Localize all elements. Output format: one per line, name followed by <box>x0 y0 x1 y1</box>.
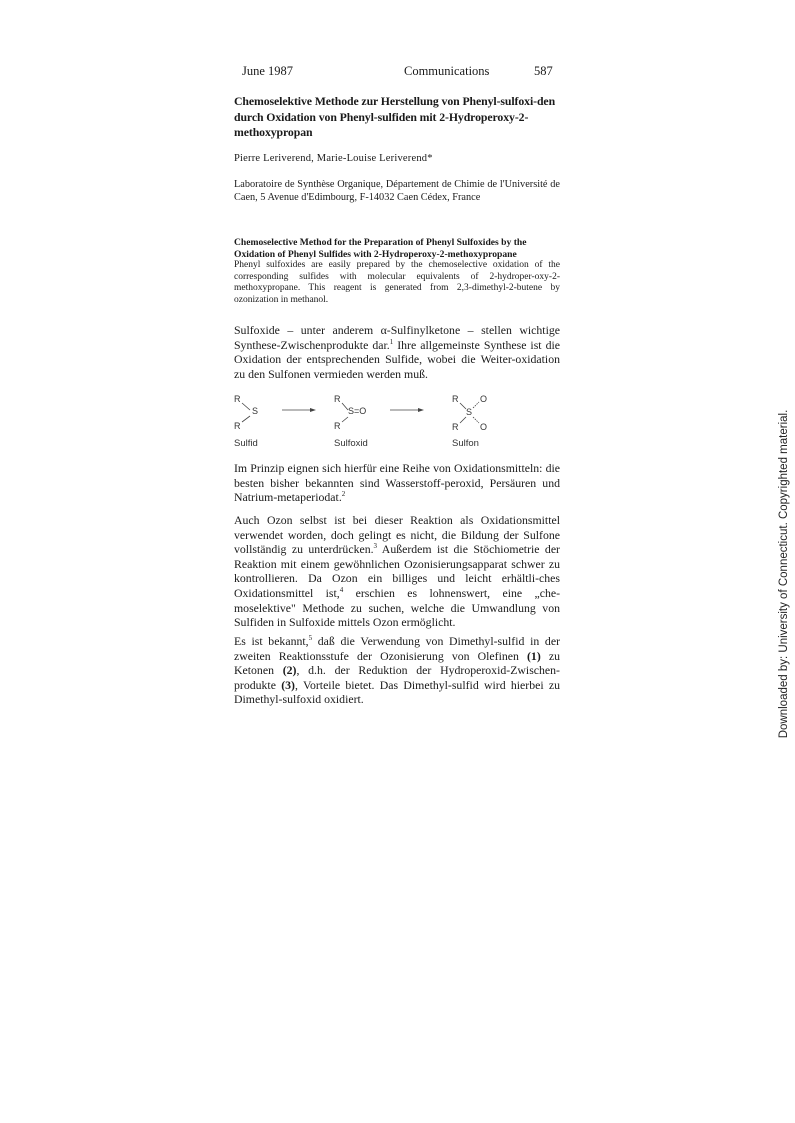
sulfon-r-bottom: R <box>452 422 459 432</box>
sulfoxid-r-top: R <box>334 394 341 404</box>
sulfon-s: S <box>466 407 473 417</box>
paragraph-dms-e: , Vorteile bietet. Das Dimethyl-sulfid wird hierbei zu Dimethyl-sulfoxid oxidiert. <box>234 677 560 707</box>
reference-3: 3 <box>373 542 378 551</box>
paragraph-ozone-c: erschien es lohnenswert, eine „che-moselektive" Methode zu suchen, welche die Umwandlung von Sulfiden in Sulfoxide mittels Ozon ermöglicht. <box>234 585 561 630</box>
compound-1: (1) <box>527 648 541 663</box>
oxidation-scheme <box>230 392 530 452</box>
running-header <box>234 64 566 80</box>
paragraph-dms-a: Es ist bekannt, <box>234 634 309 648</box>
label-sulfid: Sulfid <box>234 438 258 449</box>
paragraph-ozone-a: Auch Ozon selbst ist bei dieser Reaktion als Oxidationsmittel verwendet worden, doch gelingt es nicht, die Bildung der Sulfone vollständig zu unterdrücken. <box>234 513 560 557</box>
compound-3: (3) <box>281 677 295 692</box>
abstract: Phenyl sulfoxides are easily prepared by the chemoselective oxidation of the corresponding sulfides with molecular equivalents of 2-hydroper-oxy-2-methoxypropane. This reagent is generated from 2,3-dimethyl-2-butene by ozonization in methanol. <box>234 260 560 306</box>
paragraph-intro-text: Sulfoxide – unter anderem α-Sulfinylketone – stellen wichtige Synthese-Zwischenprodukte dar. <box>234 323 560 352</box>
sulfoxid-so: S=O <box>348 406 367 416</box>
paragraph-ozone <box>234 513 560 630</box>
paragraph-oxidants <box>234 461 560 505</box>
label-sulfon: Sulfon <box>452 438 479 449</box>
paragraph-intro-rest: Ihre allgemeinste Synthese ist die Oxidation der entsprechenden Sulfide, wobei die Weiter-oxidation zu den Sulfonen vermieden werden muß. <box>234 337 560 381</box>
article-title: Chemoselektive Methode zur Herstellung von Phenyl-sulfoxi-den durch Oxidation von Phenyl-sulfiden mit 2-Hydroperoxy-2-methoxypropan <box>234 94 556 139</box>
journal-section: Communications <box>404 64 490 78</box>
reference-1: 1 <box>389 337 394 346</box>
reference-2: 2 <box>341 490 346 499</box>
issue-date: June 1987 <box>242 64 294 78</box>
compound-2: (2) <box>282 663 297 678</box>
paragraph-ozone-b: Außerdem ist die Stöchiometrie der Reaktion mit einem gewöhnlichen Ozonisierungsapparat schwer zu kontrollieren. Da Ozon ein billiges und leicht erhältli-ches Oxidationsmittel ist, <box>234 542 560 600</box>
page-number: 587 <box>534 64 553 78</box>
reference-4: 4 <box>339 586 344 595</box>
reference-5: 5 <box>308 634 313 643</box>
sulfid-r-top: R <box>234 394 241 404</box>
paragraph-dms-b: daß die Verwendung von Dimethyl-sulfid in der zweiten Reaktionsstufe der Ozonisierung von Olefinen <box>234 634 560 663</box>
sulfon-r-top: R <box>452 394 459 404</box>
label-sulfoxid: Sulfoxid <box>334 438 368 449</box>
article-authors: Pierre Leriverend, Marie-Louise Leriverend* <box>234 153 433 164</box>
english-title: Chemoselective Method for the Preparation of Phenyl Sulfoxides by the Oxidation of Phenyl Sulfides with 2-Hydroperoxy-2-methoxypropane <box>234 237 527 260</box>
paragraph-dimethyl-sulfid <box>234 634 560 707</box>
author-affiliation: Laboratoire de Synthèse Organique, Département de Chimie de l'Université de Caen, 5 Avenue d'Edimbourg, F-14032 Caen Cédex, France <box>234 179 560 203</box>
sulfon-o-bottom: O <box>480 422 488 432</box>
download-watermark: Downloaded by: University of Connecticut. Copyrighted material. <box>778 409 790 739</box>
sulfid-r-bottom: R <box>234 421 241 431</box>
paragraph-dms-c: zu Ketonen <box>234 648 561 678</box>
paragraph-dms-d: , d.h. der Reduktion der Hydroperoxid-Zwischen-produkte <box>234 663 560 692</box>
paragraph-intro <box>234 323 560 381</box>
paragraph-oxidants-text: Im Prinzip eignen sich hierfür eine Reihe von Oxidationsmitteln: die besten bisher bekannten sind Wasserstoff-peroxid, Persäuren und Natrium-metaperiodat. <box>234 461 560 505</box>
sulfid-s: S <box>252 406 259 416</box>
sulfon-o-top: O <box>480 394 488 404</box>
sulfoxid-r-bottom: R <box>334 421 341 431</box>
